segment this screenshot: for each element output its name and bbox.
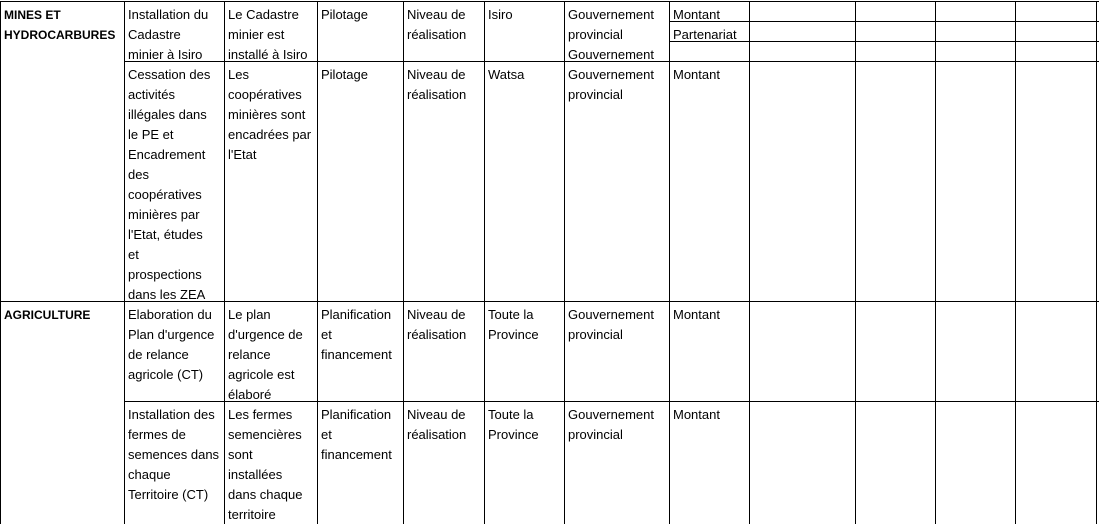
type-cell: Planification et financement [321,307,392,362]
result-cell: Les coopératives minières sont encadrées par l'Etat [228,67,312,162]
indicator-cell: Niveau de réalisation [407,67,467,102]
action-cell: Installation des fermes de semences dans chaque Territoire (CT) [128,407,220,502]
location-cell: Watsa [488,67,525,82]
col-border [935,1,936,524]
col-border [1015,1,1016,524]
budget-cell: Montant [673,67,720,82]
type-cell: Planification et financement [321,407,392,462]
action-cell: Installation du Cadastre minier à Isiro [128,7,209,61]
budget-cell: Montant [673,7,720,21]
responsible-cell: Gouvernement provincial [568,407,654,442]
budget-cell: Partenariat [673,27,737,41]
result-cell: Le Cadastre minier est installé à Isiro [228,7,308,61]
indicator-cell: Niveau de réalisation [407,407,467,442]
budget-cell: Montant [673,307,720,322]
col-border [749,1,750,524]
indicator-cell: Niveau de réalisation [407,307,467,342]
result-cell: Les fermes semencières sont installées dans chaque territoire [228,407,303,522]
responsible-cell: Gouvernement provincial Gouvernement [568,7,654,61]
action-cell: Cessation des activités illégales dans le PE et Encadrement des coopératives minières par l'Etat, études et prospections dans les ZEA [128,67,211,301]
action-cell: Elaboration du Plan d'urgence de relance agricole (CT) [128,307,215,382]
col-border [1096,1,1097,524]
responsible-cell: Gouvernement provincial [568,67,654,102]
sector-label: MINES ET HYDROCARBURES [4,8,116,42]
location-cell: Toute la Province [488,407,539,442]
budget-cell [670,42,749,61]
sector-label: AGRICULTURE [4,308,91,322]
col-border [855,1,856,524]
budget-cell: Montant [673,407,720,422]
indicator-cell: Niveau de réalisation [407,7,467,42]
location-cell: Isiro [488,7,513,22]
result-cell: Le plan d'urgence de relance agricole est élaboré [228,307,303,401]
type-cell: Pilotage [321,67,368,82]
location-cell: Toute la Province [488,307,539,342]
type-cell: Pilotage [321,7,368,22]
responsible-cell: Gouvernement provincial [568,307,654,342]
